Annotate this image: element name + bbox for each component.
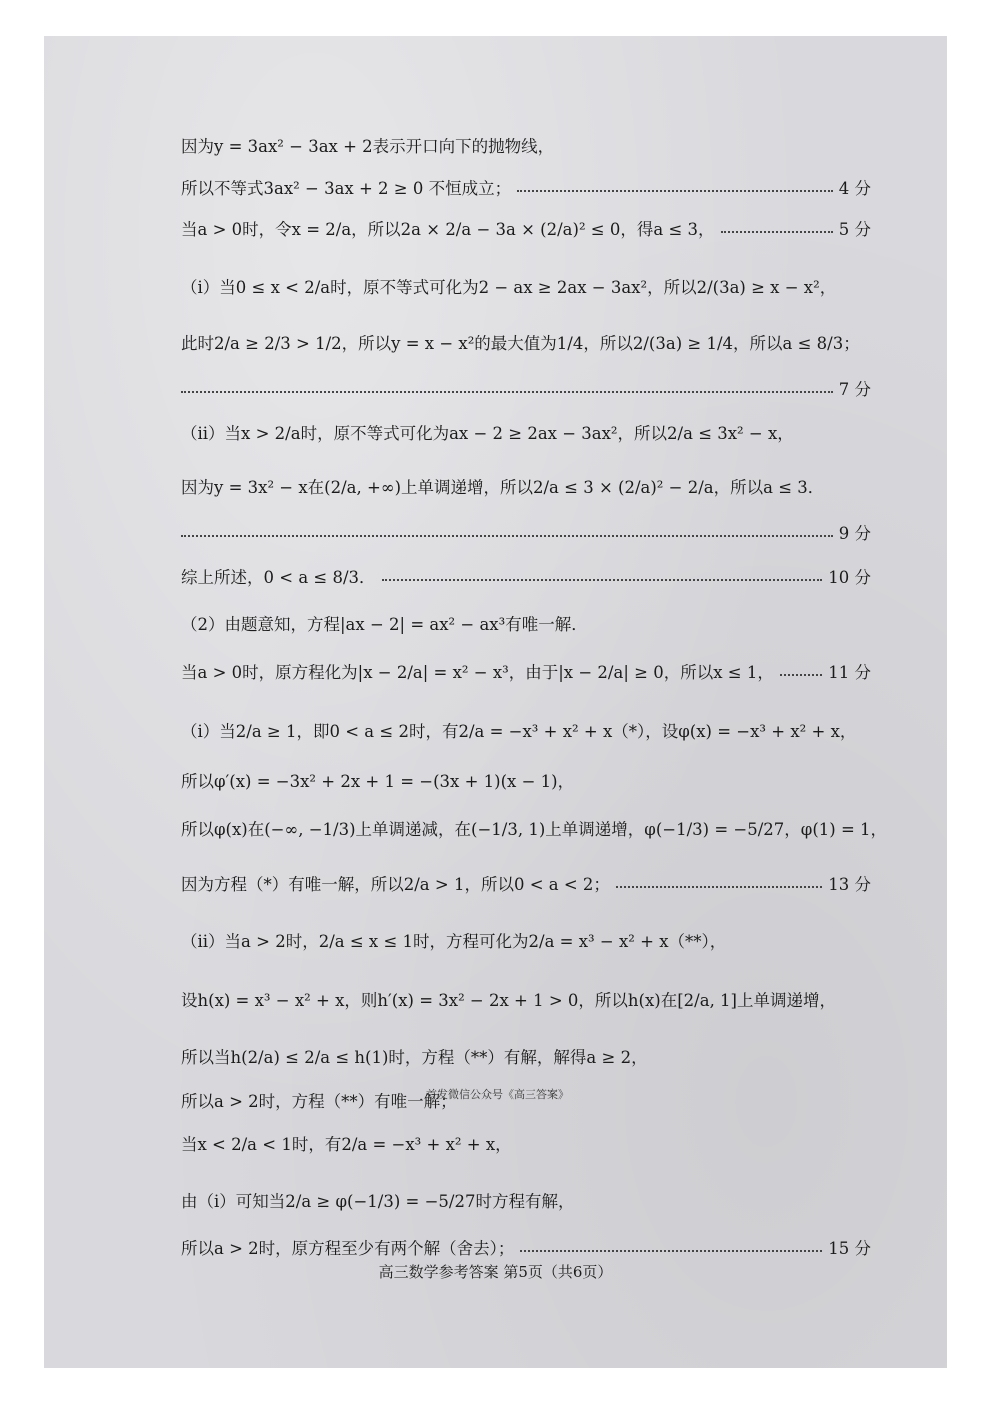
score-label: 11 分	[828, 663, 871, 682]
dot-leader	[181, 391, 833, 393]
answer-line-8	[181, 474, 871, 498]
dot-leader	[780, 674, 822, 676]
line-text: （ii）当a > 2时，2/a ≤ x ≤ 1时，方程可化为2/a = x³ − x² + x（**），	[181, 932, 727, 951]
line-text: 因为y = 3x² − x在(2/a, +∞)上单调递增，所以2/a ≤ 3 × (2/a)² − 2/a，所以a ≤ 3．	[181, 478, 825, 497]
answer-line-19	[181, 1044, 871, 1068]
page-footer: 高三数学参考答案 第5页（共6页）	[378, 1263, 613, 1281]
score-label: 9 分	[838, 524, 871, 543]
line-text: 所以φ′(x) = −3x² + 2x + 1 = −(3x + 1)(x − 1)，	[181, 772, 575, 791]
line-text: 所以不等式3ax² − 3ax + 2 ≥ 0 不恒成立；	[181, 179, 512, 198]
score-label: 5 分	[838, 220, 871, 239]
dot-leader	[520, 1250, 822, 1252]
line-text: 设h(x) = x³ − x² + x，则h′(x) = 3x² − 2x + 1 > 0，所以h(x)在[2/a, 1]上单调递增，	[181, 991, 836, 1010]
answer-line-12	[181, 659, 871, 683]
answer-line-1	[181, 133, 871, 157]
answer-line-4	[181, 274, 871, 298]
dot-leader	[616, 886, 822, 888]
answer-line-10	[181, 564, 871, 588]
answer-line-13	[181, 718, 871, 742]
answer-line-14	[181, 768, 871, 792]
watermark: 首发微信公众号《高三答案》	[426, 1088, 569, 1101]
answer-line-6	[181, 376, 871, 400]
answer-line-3	[181, 216, 871, 240]
answer-line-22	[181, 1188, 871, 1212]
score-label: 10 分	[828, 568, 871, 587]
answer-line-17	[181, 928, 871, 952]
line-text: 当x < 2/a < 1时，有2/a = −x³ + x² + x，	[181, 1135, 512, 1154]
line-text: 综上所述，0 < a ≤ 8/3．	[181, 568, 376, 587]
line-text: （i）当0 ≤ x < 2/a时，原不等式可化为2 − ax ≥ 2ax − 3ax²，所以2/(3a) ≥ x − x²，	[181, 278, 837, 297]
line-text: 因为方程（*）有唯一解，所以2/a > 1，所以0 < a < 2；	[181, 875, 610, 894]
line-text: 所以a > 2时，方程（**）有唯一解；	[181, 1092, 457, 1111]
scanned-page	[44, 36, 947, 1368]
answer-line-21	[181, 1131, 871, 1155]
line-text: 所以φ(x)在(−∞, −1/3)上单调递减，在(−1/3, 1)上单调递增，φ(−1/3) = −5/27，φ(1) = 1，	[181, 820, 888, 839]
line-text: 所以a > 2时，原方程至少有两个解（舍去）；	[181, 1239, 515, 1258]
dot-leader	[382, 579, 823, 581]
answer-line-2	[181, 175, 871, 199]
answer-line-15	[181, 816, 888, 840]
dot-leader	[517, 190, 833, 192]
line-text: 由（i）可知当2/a ≥ φ(−1/3) = −5/27时方程有解，	[181, 1192, 575, 1211]
answer-line-7	[181, 420, 871, 444]
line-text: 所以当h(2/a) ≤ 2/a ≤ h(1)时，方程（**）有解，解得a ≥ 2，	[181, 1048, 648, 1067]
line-text: （ii）当x > 2/a时，原不等式可化为ax − 2 ≥ 2ax − 3ax²，所以2/a ≤ 3x² − x，	[181, 424, 794, 443]
answer-line-18	[181, 987, 871, 1011]
line-text: 当a > 0时，令x = 2/a，所以2a × 2/a − 3a × (2/a)² ≤ 0，得a ≤ 3，	[181, 220, 715, 239]
score-label: 7 分	[838, 380, 871, 399]
line-text: （i）当2/a ≥ 1，即0 < a ≤ 2时，有2/a = −x³ + x² + x（*），设φ(x) = −x³ + x² + x，	[181, 722, 857, 741]
answer-line-9	[181, 520, 871, 544]
score-label: 13 分	[828, 875, 871, 894]
answer-line-16	[181, 871, 871, 895]
score-label: 4 分	[838, 179, 871, 198]
line-text: （2）由题意知，方程|ax − 2| = ax² − ax³有唯一解．	[181, 615, 588, 634]
dot-leader	[721, 231, 833, 233]
line-text: 因为y = 3ax² − 3ax + 2表示开口向下的抛物线，	[181, 137, 555, 156]
line-text: 此时2/a ≥ 2/3 > 1/2，所以y = x − x²的最大值为1/4，所以2/(3a) ≥ 1/4，所以a ≤ 8/3；	[181, 334, 860, 353]
answer-line-23	[181, 1235, 871, 1259]
line-text: 当a > 0时，原方程化为|x − 2/a| = x² − x³，由于|x − 2/a| ≥ 0，所以x ≤ 1，	[181, 663, 774, 682]
dot-leader	[181, 535, 833, 537]
answer-line-5	[181, 330, 871, 354]
answer-line-11	[181, 611, 871, 635]
score-label: 15 分	[828, 1239, 871, 1258]
